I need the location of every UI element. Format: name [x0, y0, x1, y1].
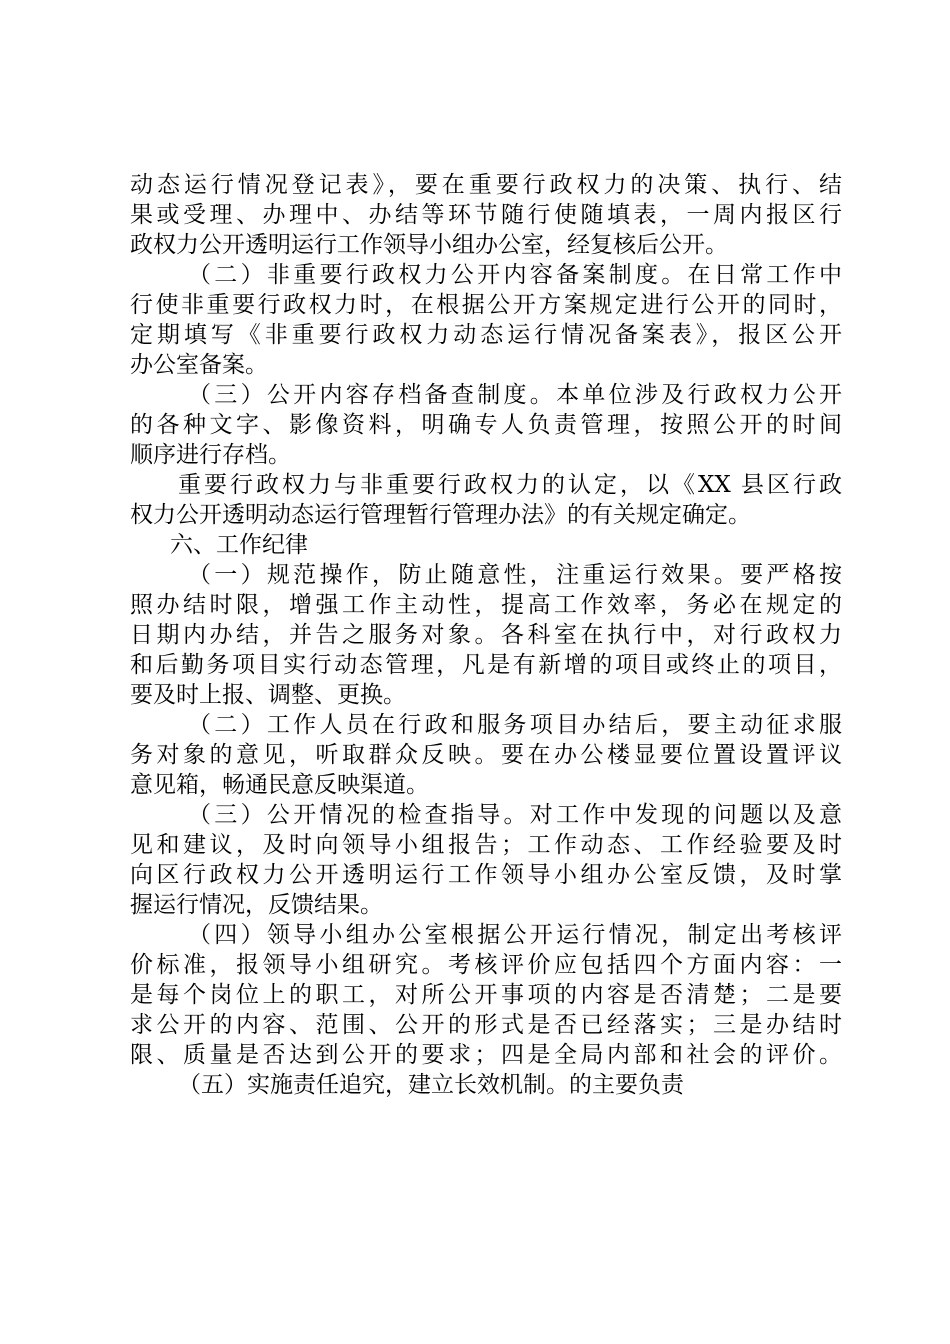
section-heading: 六、工作纪律 — [170, 532, 308, 558]
text-line: 日期内办结，并告之服务对象。各科室在执行中，对行政权力 — [130, 622, 842, 648]
document-body — [130, 170, 842, 1100]
text-line: 权力公开透明动态运行管理暂行管理办法》的有关规定确定。 — [130, 502, 751, 528]
text-line: （三）公开内容存档备查制度。本单位涉及行政权力公开 — [188, 382, 842, 408]
text-line: 向区行政权力公开透明运行工作领导小组办公室反馈，及时掌 — [130, 862, 842, 888]
text-line: 握运行情况，反馈结果。 — [130, 892, 383, 918]
text-line: 限、质量是否达到公开的要求；四是全局内部和社会的评价。 — [130, 1042, 842, 1068]
text-line: （四）领导小组办公室根据公开运行情况，制定出考核评 — [188, 922, 842, 948]
text-line: 重要行政权力与非重要行政权力的认定，以《XX 县区行政 — [178, 472, 842, 498]
text-line: 是每个岗位上的职工，对所公开事项的内容是否清楚；二是要 — [130, 982, 842, 1008]
text-line: 顺序进行存档。 — [130, 442, 291, 468]
text-line: 政权力公开透明运行工作领导小组办公室，经复核后公开。 — [130, 232, 728, 258]
text-line: （二）非重要行政权力公开内容备案制度。在日常工作中 — [188, 262, 842, 288]
text-line: 动态运行情况登记表》，要在重要行政权力的决策、执行、结 — [130, 172, 842, 198]
text-line: 见和建议，及时向领导小组报告；工作动态、工作经验要及时 — [130, 832, 842, 858]
text-line: 定期填写《非重要行政权力动态运行情况备案表》，报区公开 — [130, 322, 842, 348]
text-line: （二）工作人员在行政和服务项目办结后，要主动征求服 — [188, 712, 842, 738]
text-line: 办公室备案。 — [130, 352, 268, 378]
text-line: （一）规范操作，防止随意性，注重运行效果。要严格按 — [188, 562, 842, 588]
text-line: 务对象的意见，听取群众反映。要在办公楼显要位置设置评议 — [130, 742, 842, 768]
text-line: 行使非重要行政权力时，在根据公开方案规定进行公开的同时， — [130, 292, 842, 318]
text-line: 照办结时限，增强工作主动性，提高工作效率，务必在规定的 — [130, 592, 842, 618]
text-line: 果或受理、办理中、办结等环节随行使随填表，一周内报区行 — [130, 202, 842, 228]
text-line: （五）实施责任追究，建立长效机制。的主要负责 — [178, 1072, 684, 1098]
text-line: 求公开的内容、范围、公开的形式是否已经落实；三是办结时 — [130, 1012, 842, 1038]
text-line: 的各种文字、影像资料，明确专人负责管理，按照公开的时间 — [130, 412, 842, 438]
text-line: 和后勤务项目实行动态管理，凡是有新增的项目或终止的项目， — [130, 652, 842, 678]
text-line: 价标准，报领导小组研究。考核评价应包括四个方面内容：一 — [130, 952, 842, 978]
text-line: 意见箱，畅通民意反映渠道。 — [130, 772, 429, 798]
text-line: 要及时上报、调整、更换。 — [130, 682, 406, 708]
text-line: （三）公开情况的检查指导。对工作中发现的问题以及意 — [188, 802, 842, 828]
